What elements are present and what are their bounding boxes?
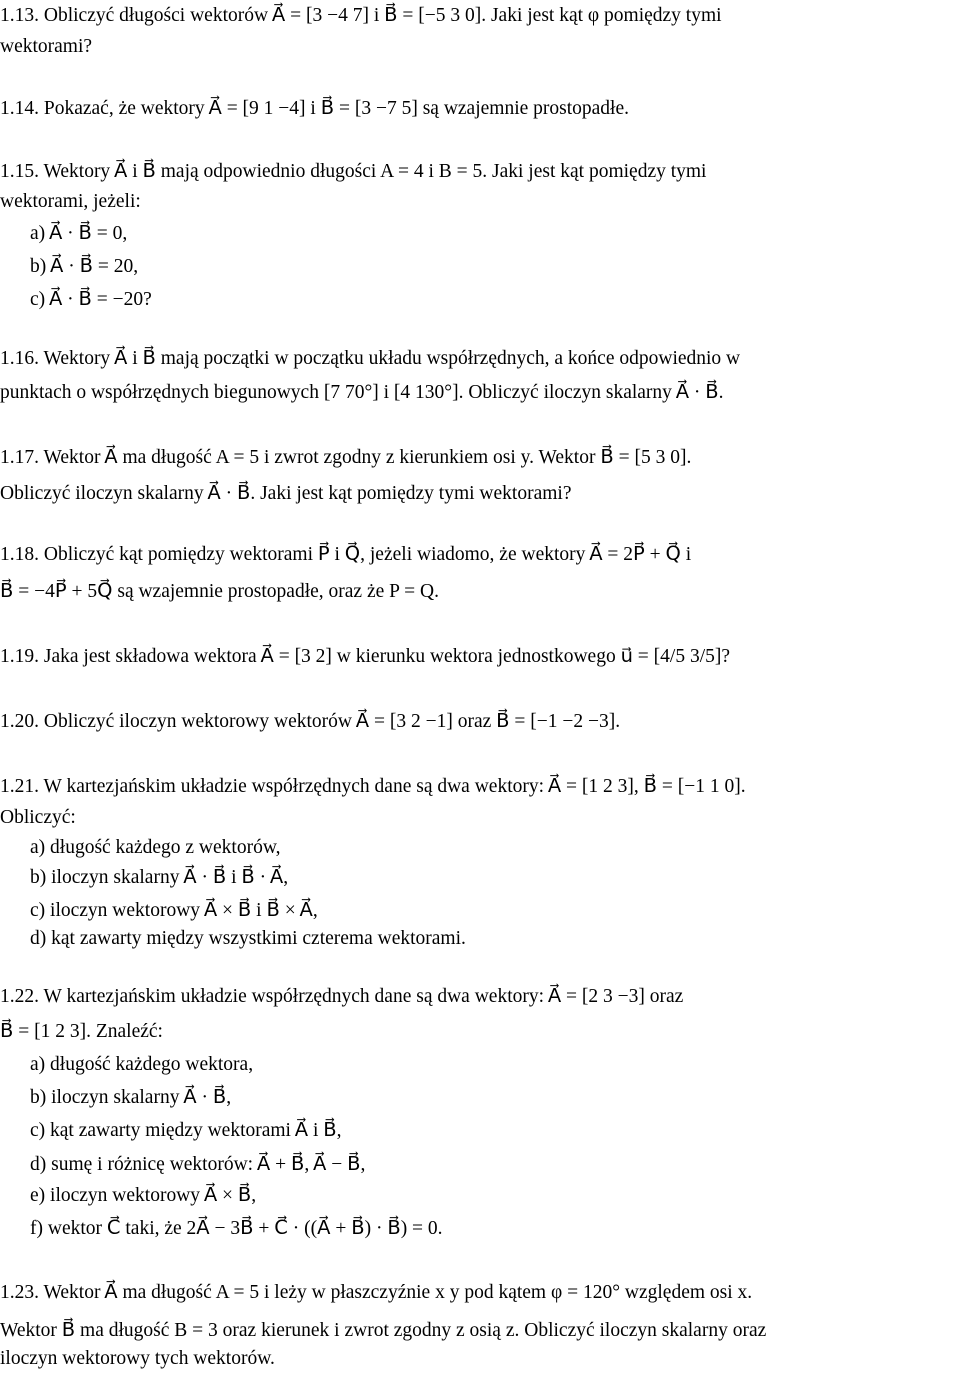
problem-1-21-item-d: d) kąt zawarty między wszystkimi czterema wektorami. <box>30 928 466 949</box>
problem-1-21-item-a: a) długość każdego z wektorów, <box>30 837 281 858</box>
problem-1-23-line-1: 1.23. Wektor A⃗ ma długość A = 5 i leży w płaszczyźnie x y pod kątem φ = 120° względem osi x. <box>0 1282 753 1303</box>
problem-1-15-item-a: a) A⃗ · B⃗ = 0, <box>30 223 128 244</box>
problem-1-18-line-2: B⃗ = −4P⃗ + 5Q⃗ są wzajemnie prostopadłe, oraz że P = Q. <box>0 581 439 602</box>
problem-1-21-line-2: Obliczyć: <box>0 807 76 828</box>
problem-1-22-item-b: b) iloczyn skalarny A⃗ · B⃗, <box>30 1087 232 1108</box>
problem-1-23-line-2: Wektor B⃗ ma długość B = 3 oraz kierunek i zwrot zgodny z osią z. Obliczyć iloczyn skalarny oraz <box>0 1320 767 1341</box>
problem-1-22-item-a: a) długość każdego wektora, <box>30 1054 254 1075</box>
problem-1-21-item-b: b) iloczyn skalarny A⃗ · B⃗ i B⃗ · A⃗, <box>30 867 289 888</box>
problem-1-22-item-f: f) wektor C⃗ taki, że 2A⃗ − 3B⃗ + C⃗ · ((A⃗ + B⃗) · B⃗) = 0. <box>30 1218 443 1239</box>
problem-1-22-item-e: e) iloczyn wektorowy A⃗ × B⃗, <box>30 1185 257 1206</box>
problem-1-18-line-1: 1.18. Obliczyć kąt pomiędzy wektorami P⃗ i Q⃗, jeżeli wiadomo, że wektory A⃗ = 2P⃗ + Q⃗ i <box>0 544 692 565</box>
problem-1-19-line-1: 1.19. Jaka jest składowa wektora A⃗ = [3 2] w kierunku wektora jednostkowego u⃗ = [4/5 3/5]? <box>0 646 731 667</box>
problem-1-13-line-2: wektorami? <box>0 36 93 57</box>
problem-1-22-line-2: B⃗ = [1 2 3]. Znaleźć: <box>0 1021 163 1042</box>
problem-1-15-line-1: 1.15. Wektory A⃗ i B⃗ mają odpowiednio długości A = 4 i B = 5. Jaki jest kąt pomiędzy tymi <box>0 161 707 182</box>
problem-1-17-line-1: 1.17. Wektor A⃗ ma długość A = 5 i zwrot zgodny z kierunkiem osi y. Wektor B⃗ = [5 3 0]. <box>0 447 692 468</box>
problem-1-14-line-1: 1.14. Pokazać, że wektory A⃗ = [9 1 −4] i B⃗ = [3 −7 5] są wzajemnie prostopadłe. <box>0 98 629 119</box>
problem-1-21-line-1: 1.21. W kartezjańskim układzie współrzędnych dane są dwa wektory: A⃗ = [1 2 3], B⃗ = [−1 1 0]. <box>0 776 746 797</box>
problem-1-15-item-c: c) A⃗ · B⃗ = −20? <box>30 289 152 310</box>
problem-1-22-line-1: 1.22. W kartezjańskim układzie współrzędnych dane są dwa wektory: A⃗ = [2 3 −3] oraz <box>0 986 684 1007</box>
problem-1-17-line-2: Obliczyć iloczyn skalarny A⃗ · B⃗. Jaki jest kąt pomiędzy tymi wektorami? <box>0 483 572 504</box>
problem-1-16-line-1: 1.16. Wektory A⃗ i B⃗ mają początki w początku układu współrzędnych, a końce odpowiednio w <box>0 348 741 369</box>
problem-1-23-line-3: iloczyn wektorowy tych wektorów. <box>0 1348 275 1369</box>
problem-1-15-item-b: b) A⃗ · B⃗ = 20, <box>30 256 139 277</box>
problem-1-15-line-2: wektorami, jeżeli: <box>0 191 141 212</box>
problem-1-13-line-1: 1.13. Obliczyć długości wektorów A⃗ = [3 −4 7] i B⃗ = [−5 3 0]. Jaki jest kąt φ pomiędzy tymi <box>0 5 722 26</box>
problem-1-21-item-c: c) iloczyn wektorowy A⃗ × B⃗ i B⃗ × A⃗, <box>30 900 318 921</box>
problem-1-16-line-2: punktach o współrzędnych biegunowych [7 70°] i [4 130°]. Obliczyć iloczyn skalarny A⃗ · B⃗. <box>0 382 724 403</box>
problem-1-22-item-d: d) sumę i różnicę wektorów: A⃗ + B⃗, A⃗ − B⃗, <box>30 1154 366 1175</box>
problem-1-20-line-1: 1.20. Obliczyć iloczyn wektorowy wektorów A⃗ = [3 2 −1] oraz B⃗ = [−1 −2 −3]. <box>0 711 621 732</box>
problem-1-22-item-c: c) kąt zawarty między wektorami A⃗ i B⃗, <box>30 1120 342 1141</box>
